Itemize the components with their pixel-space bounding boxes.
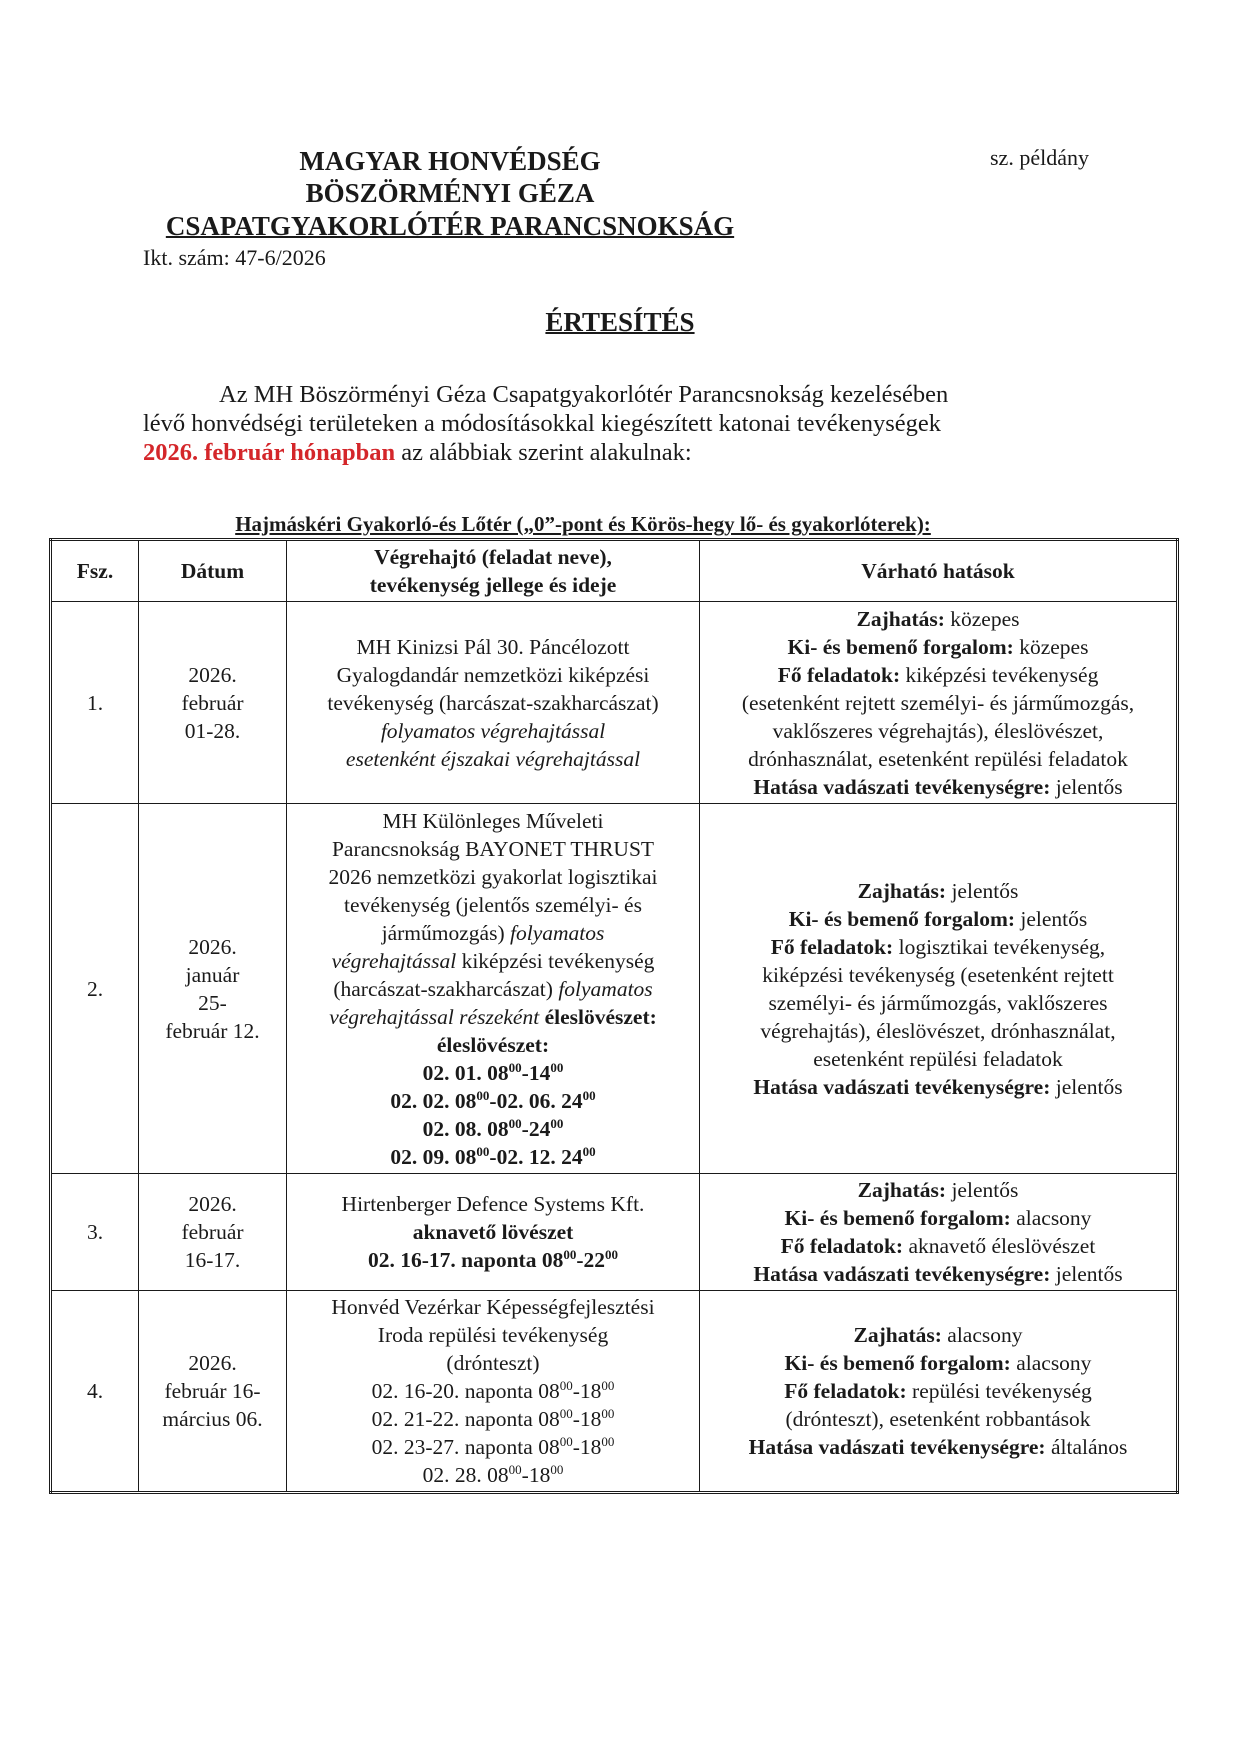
row-effects (700, 1174, 1178, 1291)
time-slot (293, 1461, 693, 1489)
noise-label: Zajhatás: (853, 1323, 942, 1347)
time-slot (293, 1143, 693, 1171)
traffic-value: jelentős (1020, 906, 1088, 931)
row-date (139, 1174, 287, 1291)
exec-line (293, 919, 693, 947)
time-text: -18 (521, 1463, 551, 1487)
tasks-line: végrehajtás), éleslövészet, drónhasználat, (760, 1018, 1116, 1043)
tasks-value: kiképzési tevékenység (905, 662, 1099, 687)
time-text: -18 (572, 1379, 602, 1403)
date-line: 2026. (188, 1351, 237, 1375)
time-minutes: 00 (508, 1059, 522, 1075)
time-text: 02. 28. 08 (422, 1463, 509, 1487)
exec-line (293, 975, 693, 1003)
time-text: -02. 12. 24 (489, 1144, 583, 1169)
noise-effect (706, 1176, 1170, 1204)
traffic-value: alacsony (1016, 1351, 1092, 1375)
exec-line: Iroda repülési tevékenység (377, 1323, 609, 1347)
traffic-label: Ki- és bemenő forgalom: (784, 1206, 1011, 1230)
traffic-label: Ki- és bemenő forgalom: (787, 634, 1014, 659)
date-line: február (181, 1220, 244, 1244)
time-text: 02. 16-20. naponta 08 (371, 1379, 560, 1403)
tasks-effect (706, 1377, 1170, 1405)
time-minutes: 00 (563, 1246, 577, 1262)
exec-line: (drónteszt) (446, 1351, 540, 1375)
time-text: 02. 08. 08 (422, 1116, 509, 1141)
tasks-effect (706, 933, 1170, 961)
tasks-value: repülési tevékenység (912, 1379, 1092, 1403)
time-minutes: 00 (550, 1461, 564, 1477)
tasks-line: vaklőszeres végrehajtás), éleslövészet, (772, 718, 1104, 743)
row-num: 2. (51, 804, 139, 1174)
time-minutes: 00 (601, 1405, 615, 1421)
exec-text-bold: éleslövészet: (539, 1004, 657, 1029)
hunting-value: jelentős (1055, 1074, 1123, 1099)
time-text: 02. 01. 08 (422, 1060, 509, 1085)
time-minutes: 00 (582, 1087, 596, 1103)
time-slot (293, 1377, 693, 1405)
exec-text: járműmozgás) (381, 920, 510, 945)
exec-line: folyamatos végrehajtással (380, 718, 606, 743)
intro-line-3-text: az alábbiak szerint alakulnak: (395, 439, 692, 466)
header-effects: Várható hatások (700, 540, 1178, 602)
exec-line: tevékenység (harcászat-szakharcászat) (327, 690, 659, 715)
exec-text-italic: folyamatos (510, 920, 605, 945)
exec-text-italic: végrehajtással (331, 948, 457, 973)
row-num: 4. (51, 1291, 139, 1493)
tasks-label: Fő feladatok: (770, 934, 894, 959)
noise-value: jelentős (951, 1178, 1019, 1202)
tasks-effect (706, 661, 1170, 689)
time-text: -18 (572, 1407, 602, 1431)
exec-line (293, 947, 693, 975)
noise-value: közepes (950, 606, 1020, 631)
time-minutes: 00 (550, 1059, 564, 1075)
tasks-label: Fő feladatok: (780, 1234, 904, 1258)
hunting-effect (706, 1260, 1170, 1288)
time-minutes: 00 (508, 1461, 522, 1477)
time-minutes: 00 (601, 1433, 615, 1449)
date-line: 2026. (188, 934, 237, 959)
intro-paragraph (143, 380, 1093, 467)
hunting-value: jelentős (1055, 1262, 1123, 1286)
exec-line: Honvéd Vezérkar Képességfejlesztési (331, 1295, 655, 1319)
org-subname: BÖSZÖRMÉNYI GÉZA (305, 178, 595, 208)
time-slot (293, 1059, 693, 1087)
exec-line: tevékenység (jelentős személyi- és (344, 892, 642, 917)
header-executor-line1: Végrehajtó (feladat neve), (374, 545, 612, 569)
hunting-label: Hatása vadászati tevékenységre: (753, 774, 1051, 799)
time-minutes: 00 (582, 1143, 596, 1159)
time-minutes: 00 (476, 1143, 490, 1159)
time-text: 02. 21-22. naponta 08 (371, 1407, 560, 1431)
exec-line: MH Kinizsi Pál 30. Páncélozott (356, 634, 630, 659)
time-text: 02. 23-27. naponta 08 (371, 1435, 560, 1459)
time-slot (293, 1433, 693, 1461)
time-minutes: 00 (559, 1377, 573, 1393)
table-row (51, 1291, 1178, 1493)
noise-label: Zajhatás: (856, 606, 945, 631)
row-executor (287, 1291, 700, 1493)
exec-line (293, 1003, 693, 1031)
hunting-effect (706, 1073, 1170, 1101)
exec-text: kiképzési tevékenység (456, 948, 655, 973)
intro-line-1: Az MH Böszörményi Géza Csapatgyakorlótér Parancsnokság kezelésében (219, 381, 949, 408)
intro-line-2: lévő honvédségi területeken a módosításokkal kiegészített katonai tevékenységek (143, 410, 942, 437)
exec-line: Parancsnokság BAYONET THRUST (331, 836, 655, 861)
hunting-label: Hatása vadászati tevékenységre: (753, 1074, 1051, 1099)
row-num: 3. (51, 1174, 139, 1291)
noise-effect (706, 605, 1170, 633)
noise-label: Zajhatás: (857, 878, 947, 903)
date-line: február (181, 690, 244, 715)
row-executor (287, 1174, 700, 1291)
date-line: február 12. (165, 1018, 260, 1043)
tasks-line: drónhasználat, esetenként repülési feladatok (748, 746, 1128, 771)
date-line: 16-17. (184, 1248, 241, 1272)
copy-label: sz. példány (990, 145, 1089, 170)
date-line: január (185, 962, 240, 987)
exec-text-italic: végrehajtással részeként (329, 1004, 540, 1029)
row-num: 1. (51, 602, 139, 804)
intro-line-3 (143, 438, 1093, 467)
row-effects (700, 602, 1178, 804)
table-header-row (51, 540, 1178, 602)
time-minutes: 00 (559, 1433, 573, 1449)
date-line: február 16- (164, 1379, 261, 1403)
noise-effect (706, 877, 1170, 905)
row-executor (287, 602, 700, 804)
month-highlight: 2026. február hónapban (143, 439, 396, 466)
time-text: 02. 02. 08 (390, 1088, 477, 1113)
tasks-line: személyi- és járműmozgás, vaklőszeres (768, 990, 1108, 1015)
org-unit: CSAPATGYAKORLÓTÉR PARANCSNOKSÁG (165, 211, 735, 241)
hunting-effect (706, 773, 1170, 801)
traffic-effect (706, 1204, 1170, 1232)
header-executor (287, 540, 700, 602)
traffic-effect (706, 905, 1170, 933)
hunting-label: Hatása vadászati tevékenységre: (753, 1262, 1051, 1286)
traffic-effect (706, 633, 1170, 661)
tasks-label: Fő feladatok: (777, 662, 901, 687)
time-minutes: 00 (476, 1087, 490, 1103)
time-text: -18 (572, 1435, 602, 1459)
time-text: 02. 09. 08 (390, 1144, 477, 1169)
hunting-value: jelentős (1055, 774, 1123, 799)
table-row (51, 804, 1178, 1174)
hunting-label: Hatása vadászati tevékenységre: (748, 1435, 1046, 1459)
exec-line: esetenként éjszakai végrehajtással (345, 746, 641, 771)
traffic-value: közepes (1019, 634, 1089, 659)
time-text: -22 (576, 1248, 605, 1272)
traffic-value: alacsony (1016, 1206, 1092, 1230)
time-slot (293, 1246, 693, 1274)
tasks-line: (esetenként rejtett személyi- és járműmozgás, (741, 690, 1135, 715)
exec-line: Hirtenberger Defence Systems Kft. (341, 1192, 645, 1216)
row-date (139, 804, 287, 1174)
exec-line: Gyalogdandár nemzetközi kiképzési (336, 662, 650, 687)
traffic-effect (706, 1349, 1170, 1377)
org-name: MAGYAR HONVÉDSÉG (299, 146, 601, 176)
exec-line: MH Különleges Műveleti (382, 808, 604, 833)
time-minutes: 00 (550, 1115, 564, 1131)
date-line: 2026. (188, 1192, 237, 1216)
document-title: ÉRTESÍTÉS (545, 307, 695, 337)
time-minutes: 00 (605, 1246, 618, 1262)
header-num: Fsz. (51, 540, 139, 602)
hunting-value: általános (1050, 1435, 1128, 1459)
tasks-label: Fő feladatok: (784, 1379, 907, 1403)
tasks-value: logisztikai tevékenység, (898, 934, 1106, 959)
date-line: 25- (198, 990, 227, 1015)
time-slot (293, 1115, 693, 1143)
exec-line: 2026 nemzetközi gyakorlat logisztikai (328, 864, 658, 889)
date-line: március 06. (162, 1407, 263, 1431)
table-row (51, 1174, 1178, 1291)
time-minutes: 00 (508, 1115, 522, 1131)
time-text: -14 (521, 1060, 551, 1085)
traffic-label: Ki- és bemenő forgalom: (784, 1351, 1011, 1375)
tasks-line: kiképzési tevékenység (esetenként rejtett (762, 962, 1114, 987)
row-effects (700, 804, 1178, 1174)
exec-text: (harcászat-szakharcászat) (333, 976, 559, 1001)
tasks-line: (drónteszt), esetenként robbantások (785, 1407, 1091, 1431)
header-executor-line2: tevékenység jellege és ideje (369, 573, 617, 597)
traffic-label: Ki- és bemenő forgalom: (788, 906, 1016, 931)
time-text: 02. 16-17. naponta 08 (368, 1248, 564, 1272)
noise-value: jelentős (951, 878, 1019, 903)
time-text: -24 (521, 1116, 551, 1141)
activity-table (49, 538, 1179, 1494)
date-line: 01-28. (184, 718, 241, 743)
noise-effect (706, 1321, 1170, 1349)
time-text: -02. 06. 24 (489, 1088, 583, 1113)
time-minutes: 00 (559, 1405, 573, 1421)
exec-line: aknavető lövészet (412, 1220, 574, 1244)
tasks-line: esetenként repülési feladatok (813, 1046, 1063, 1071)
row-executor (287, 804, 700, 1174)
row-date (139, 602, 287, 804)
time-minutes: 00 (601, 1377, 615, 1393)
tasks-effect (706, 1232, 1170, 1260)
hunting-effect (706, 1433, 1170, 1461)
time-slot (293, 1087, 693, 1115)
date-line: 2026. (188, 662, 237, 687)
header-date: Dátum (139, 540, 287, 602)
noise-value: alacsony (947, 1323, 1023, 1347)
exec-text-italic: folyamatos (558, 976, 653, 1001)
exec-line: éleslövészet: (436, 1032, 550, 1057)
row-effects (700, 1291, 1178, 1493)
table-row (51, 602, 1178, 804)
reference-number: Ikt. szám: 47-6/2026 (143, 245, 326, 270)
row-date (139, 1291, 287, 1493)
tasks-value: aknavető éleslövészet (908, 1234, 1096, 1258)
section-title: Hajmáskéri Gyakorló-és Lőtér („0”-pont és Körös-hegy lő- és gyakorlóterek): (235, 512, 931, 536)
noise-label: Zajhatás: (857, 1178, 947, 1202)
time-slot (293, 1405, 693, 1433)
